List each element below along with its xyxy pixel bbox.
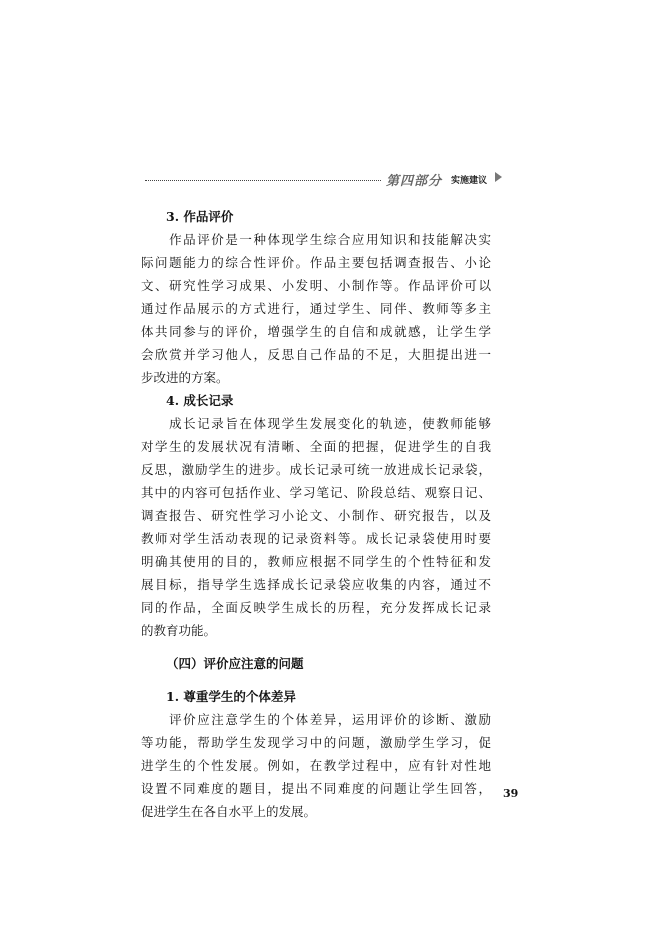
paragraph-respect-differences [141, 708, 491, 823]
paragraph-line: 促进学生在各自水平上的发展。 [141, 804, 317, 819]
paragraph-line: 同的作品，全面反映学生成长的历程，充分发挥成长记录 [141, 600, 491, 615]
paragraph-line: 文、研究性学习成果、小发明、小制作等。作品评价可以 [141, 278, 491, 293]
paragraph-line: 设置不同难度的题目，提出不同难度的问题让学生回答， [141, 781, 491, 796]
page-number: 39 [503, 787, 519, 800]
paragraph-line: 等功能，帮助学生发现学习中的问题，激励学生学习，促 [141, 735, 491, 750]
paragraph-line: 步改进的方案。 [141, 370, 229, 385]
header-subtitle: 实施建议 [451, 176, 488, 186]
paragraph-line: 反思，激励学生的进步。成长记录可统一放进成长记录袋， [141, 462, 491, 477]
heading-evaluation-notes: （四）评价应注意的问题 [166, 656, 304, 671]
paragraph-line: 际问题能力的综合性评价。作品主要包括调查报告、小论 [141, 255, 491, 270]
paragraph-line: 成长记录旨在体现学生发展变化的轨迹，使教师能够 [141, 416, 491, 431]
header-part-title: 第四部分 [386, 174, 443, 189]
paragraph-growth-record [141, 412, 491, 642]
paragraph-line: 对学生的发展状况有清晰、全面的把握，促进学生的自我 [141, 439, 491, 454]
paragraph-line: 展目标，指导学生选择成长记录袋应收集的内容，通过不 [141, 577, 491, 592]
paragraph-line: 评价应注意学生的个体差异，运用评价的诊断、激励 [141, 712, 491, 727]
triangle-arrow-icon [495, 172, 502, 182]
paragraph-line: 的教育功能。 [141, 623, 217, 638]
running-header [145, 168, 505, 188]
paragraph-works-evaluation [141, 228, 491, 389]
paragraph-line: 会欣赏并学习他人，反思自己作品的不足，大胆提出进一 [141, 347, 491, 362]
heading-growth-record: 4. 成长记录 [166, 393, 234, 408]
heading-works-evaluation: 3. 作品评价 [166, 209, 234, 224]
paragraph-line: 其中的内容可包括作业、学习笔记、阶段总结、观察日记、 [141, 485, 491, 500]
body-text [141, 205, 491, 823]
paragraph-line: 通过作品展示的方式进行，通过学生、同伴、教师等多主 [141, 301, 491, 316]
header-dotted-rule [145, 180, 381, 181]
paragraph-line: 明确其使用的目的，教师应根据不同学生的个性特征和发 [141, 554, 491, 569]
paragraph-line: 调查报告、研究性学习小论文、小制作、研究报告，以及 [141, 508, 491, 523]
paragraph-line: 教师对学生活动表现的记录资料等。成长记录袋使用时要 [141, 531, 491, 546]
paragraph-line: 进学生的个性发展。例如，在教学过程中，应有针对性地 [141, 758, 491, 773]
paragraph-line: 作品评价是一种体现学生综合应用知识和技能解决实 [141, 232, 491, 247]
heading-respect-differences: 1. 尊重学生的个体差异 [166, 689, 296, 704]
paragraph-line: 体共同参与的评价，增强学生的自信和成就感，让学生学 [141, 324, 491, 339]
